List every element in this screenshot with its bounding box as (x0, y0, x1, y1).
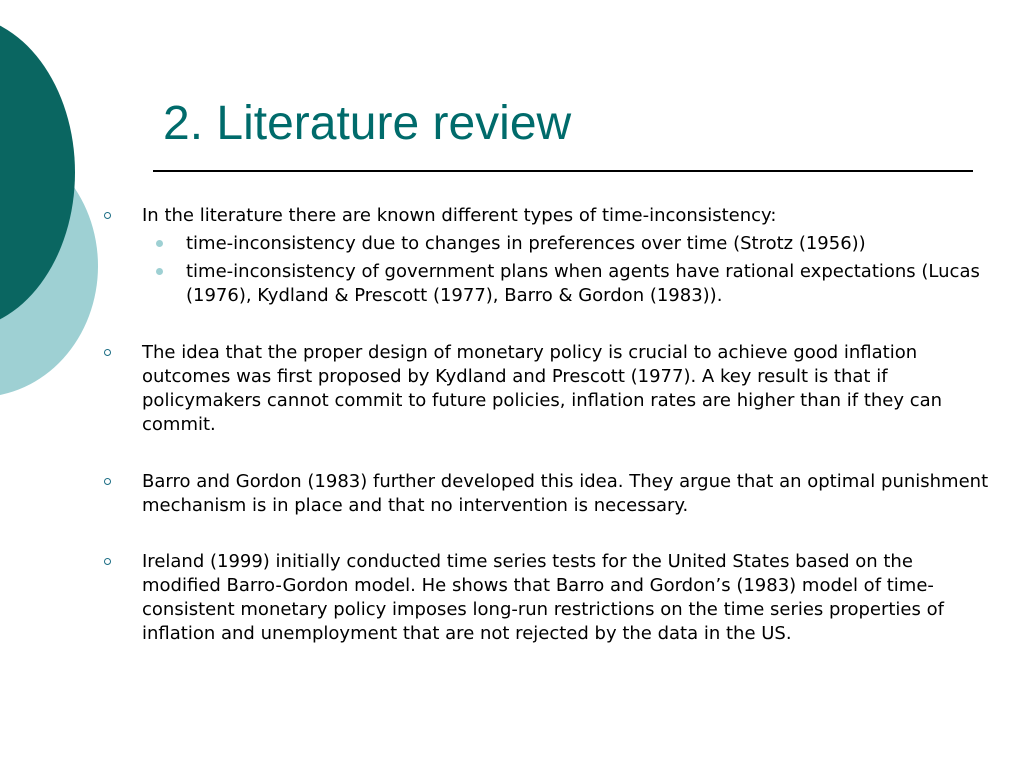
bullet-item (100, 550, 990, 646)
bullet-item (100, 204, 990, 308)
sub-bullet-item (142, 260, 990, 308)
bullet-item (100, 470, 990, 518)
bullet-list (100, 204, 990, 646)
sub-bullet-text: time-inconsistency due to changes in preferences over time (Strotz (1956)) (186, 233, 866, 254)
sub-bullet-text: time-inconsistency of government plans when agents have rational expectations (Lucas (1976), Kydland & Prescott (1977), Barro & Gordon (1983)). (186, 261, 980, 306)
slide-title: 2. Literature review (163, 97, 572, 150)
bullet-text: Barro and Gordon (1983) further developed this idea. They argue that an optimal punishment mechanism is in place and that no intervention is necessary. (142, 471, 989, 516)
dot-bullet-icon (156, 268, 163, 275)
bullet-item (100, 341, 990, 437)
sub-bullet-item (142, 232, 990, 256)
bullet-text: Ireland (1999) initially conducted time series tests for the United States based on the modified Barro-Gordon model. He shows that Barro and Gordon’s (1983) model of time-consistent monetary policy imposes long-run restrictions on the time series properties of inflation and unemployment that are not rejected by the data in the US. (142, 551, 944, 644)
circle-bullet-icon (104, 349, 111, 356)
circle-bullet-icon (104, 558, 111, 565)
circle-bullet-icon (104, 212, 111, 219)
bullet-text: The idea that the proper design of monetary policy is crucial to achieve good inflation outcomes was first proposed by Kydland and Prescott (1977). A key result is that if policymakers cannot commit to future policies, inflation rates are higher than if they can commit. (142, 342, 943, 435)
circle-bullet-icon (104, 478, 111, 485)
sub-bullet-list (142, 232, 990, 308)
title-underline (153, 170, 973, 172)
dot-bullet-icon (156, 240, 163, 247)
bullet-text: In the literature there are known different types of time-inconsistency: (142, 205, 777, 226)
